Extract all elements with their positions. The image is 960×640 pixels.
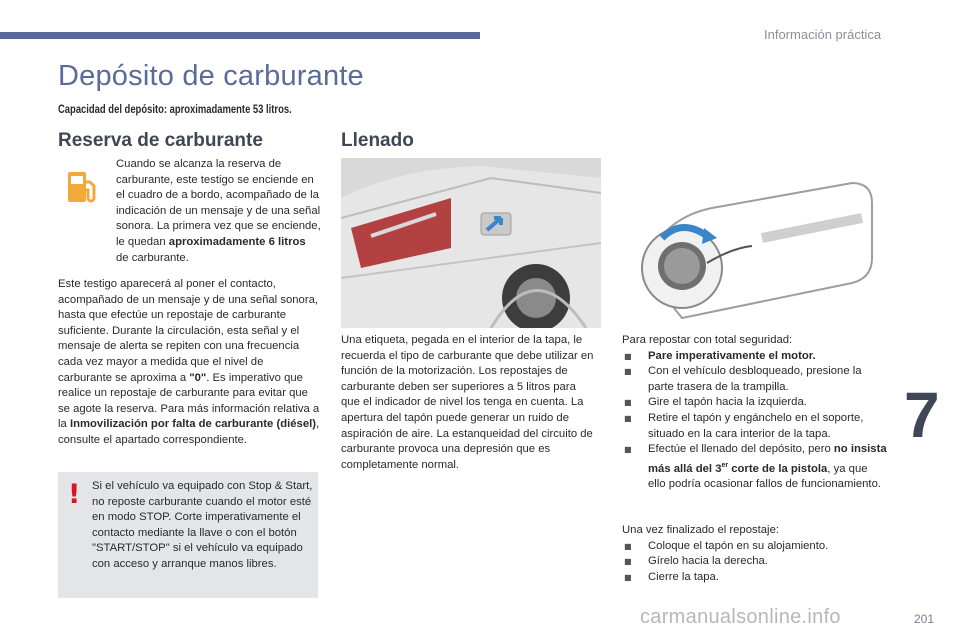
- car-fuel-flap-illustration: [341, 158, 601, 328]
- after-refuel-steps: [622, 523, 887, 585]
- llenado-description: Una etiqueta, pegada en el interior de la tapa, le recuerda el tipo de carburante que debe utilizar en función de la motorización. Los repostajes de carburante deben ser superiores a 5 litros para que el indicador de nivel los tenga en cuenta. La apertura del tapón puede generar un ruido de aspiración de aire. La estanqueidad del circuito de carburante provoca una depresión que es completamente normal.: [341, 334, 594, 471]
- steps-intro: Para repostar con total seguridad:: [622, 334, 793, 346]
- llenado-heading: Llenado: [341, 130, 414, 151]
- step-close-flap: ■ Cierre la tapa.: [622, 570, 887, 586]
- after-intro: Una vez finalizado el repostaje:: [622, 524, 779, 536]
- refuel-steps: [622, 333, 887, 493]
- warning-icon: !: [68, 479, 81, 510]
- reserva-heading: Reserva de carburante: [58, 130, 263, 151]
- step-fill-tank: ■ Efectúe el llenado del depósito, pero no insista más allá del 3er corte de la pistola, ya que ello podría ocasionar fallos de funcionamiento.: [622, 442, 887, 493]
- watermark: carmanualsonline.info: [640, 606, 841, 628]
- step-turn-cap: ■ Gire el tapón hacia la izquierda.: [622, 395, 887, 411]
- chapter-number: 7: [904, 379, 940, 451]
- step-turn-right: ■ Gírelo hacia la derecha.: [622, 554, 887, 570]
- stop-start-warning: Si el vehículo va equipado con Stop & Start, no reposte carburante cuando el motor esté en modo STOP. Corte imperativamente el contacto mediante la llave o con el botón "START/STOP" si el vehículo va equipado con acceso y arranque manos libres.: [92, 480, 313, 570]
- step-refit-cap: ■ Coloque el tapón en su alojamiento.: [622, 539, 887, 555]
- page-title: Depósito de carburante: [58, 60, 364, 92]
- capacity-note: Capacidad del depósito: aproximadamente 53 litros.: [58, 104, 292, 116]
- step-remove-cap: ■ Retire el tapón y engánchelo en el soporte, situado en la cara interior de la tapa.: [622, 411, 887, 442]
- reserva-intro: Cuando se alcanza la reserva de carburante, este testigo se enciende en el cuadro de a bordo, acompañado de la indicación de un mensaje y de una señal sonora. La primera vez que se enciende, le quedan aproximadamente 6 litros de carburante.: [116, 158, 321, 264]
- header-bar: [0, 32, 480, 39]
- section-name: Información práctica: [764, 27, 882, 42]
- page-number: 201: [914, 612, 935, 626]
- fuel-pump-icon: [62, 166, 102, 206]
- step-stop-engine: ■ Pare imperativamente el motor.: [622, 349, 887, 365]
- fuel-cap-illustration: [622, 178, 880, 323]
- reserva-details: Este testigo aparecerá al poner el contacto, acompañado de un mensaje y de una señal sonora, hasta que efectúe un repostaje de carburante suficiente. Durante la circulación, esta señal y el mensaje de alerta se repiten con una frecuencia cada vez mayor a medida que el nivel de carburante se aproxima a "0". Es imperativo que realice un repostaje de carburante para evitar que se agote la reserva. Para más información relativa a la Inmovilización por falta de carburante (diésel), consulte el apartado correspondiente.: [58, 278, 320, 446]
- step-press-flap: ■ Con el vehículo desbloqueado, presione la parte trasera de la trampilla.: [622, 364, 887, 395]
